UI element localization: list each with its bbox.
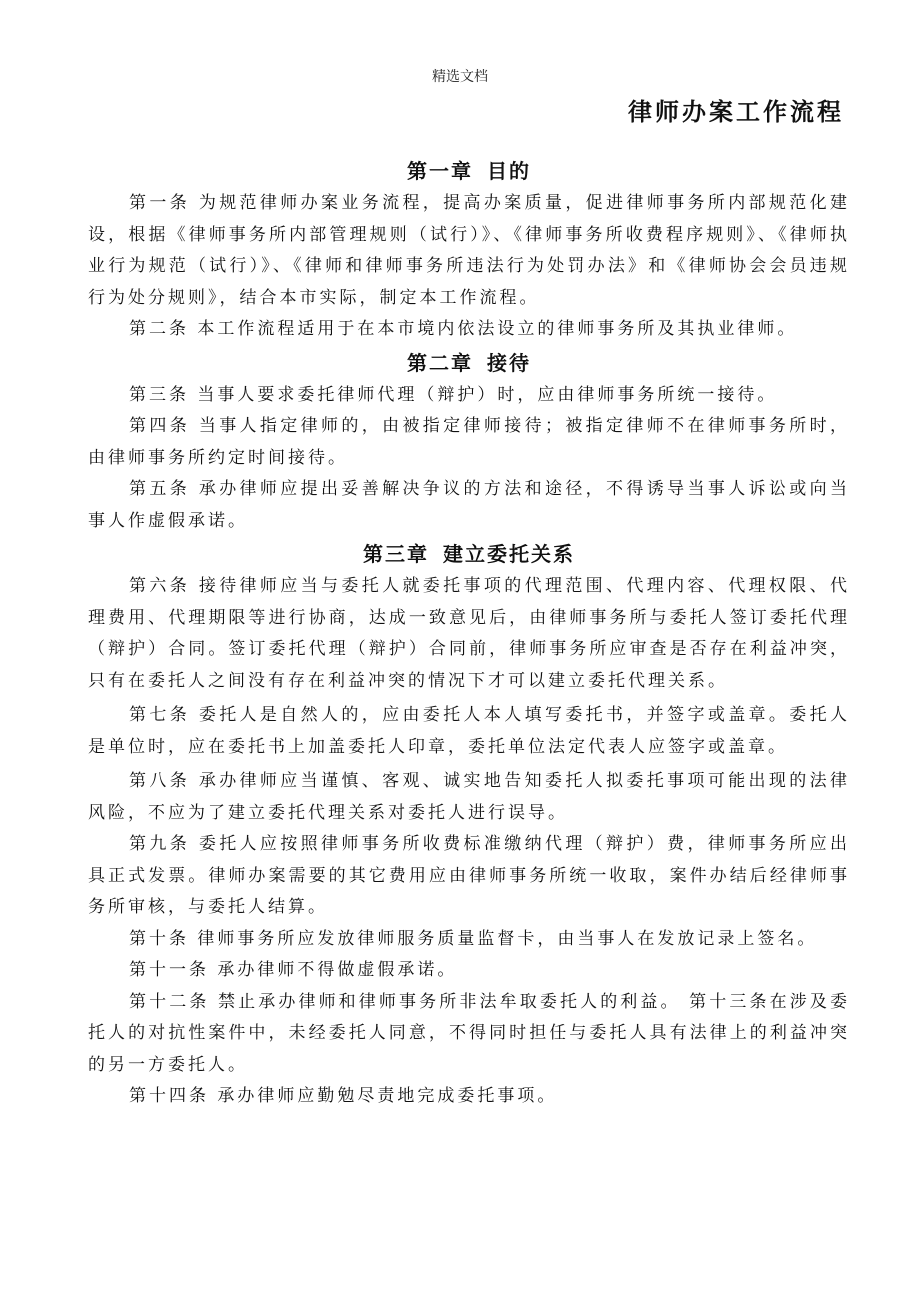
article-2: 第二条 本工作流程适用于在本市境内依法设立的律师事务所及其执业律师。 [129,319,798,339]
article-7: 第七条 委托人是自然人的，应由委托人本人填写委托书，并签字或盖章。委托人是单位时，应在委托书上加盖委托人印章，委托单位法定代表人应签字或盖章。 [88,705,850,757]
article-1: 第一条 为规范律师办案业务流程，提高办案质量，促进律师事务所内部规范化建设，根据《律师事务所内部管理规则（试行）》、《律师事务所收费程序规则》、《律师执业行为规范（试行）》、《律师和律师事务所违法行为处罚办法》和《律师协会会员违规行为处分规则》，结合本市实际，制定本工作流程。 [88,193,850,308]
chapter-heading-1 [88,154,850,188]
article-14: 第十四条 承办律师应勤勉尽责地完成委托事项。 [129,1086,558,1106]
chapter-heading-2 [88,346,850,380]
article-6: 第六条 接待律师应当与委托人就委托事项的代理范围、代理内容、代理权限、代理费用、代理期限等进行协商，达成一致意见后，由律师事务所与委托人签订委托代理（辩护）合同。签订委托代理（辩护）合同前，律师事务所应审查是否存在利益冲突，只有在委托人之间没有存在利益冲突的情况下才可以建立委托代理关系。 [88,576,850,691]
chapter-heading-3 [88,537,850,571]
article-12-13: 第十二条 禁止承办律师和律师事务所非法牟取委托人的利益。 第十三条在涉及委托人的对抗性案件中，未经委托人同意，不得同时担任与委托人具有法律上的利益冲突的另一方委托人。 [88,991,850,1075]
document-title: 律师办案工作流程 [628,98,844,126]
article-5: 第五条 承办律师应提出妥善解决争议的方法和途径，不得诱导当事人诉讼或向当事人作虚假承诺。 [88,479,850,531]
chapter-name: 接待 [487,350,531,375]
article-11: 第十一条 承办律师不得做虚假承诺。 [129,960,458,980]
chapter-name: 建立委托关系 [443,542,575,566]
article-3: 第三条 当事人要求委托律师代理（辩护）时，应由律师事务所统一接待。 [129,384,778,405]
header-note: 精选文档 [432,69,488,85]
chapter-number: 第三章 [363,542,429,566]
chapter-name: 目的 [487,159,531,183]
article-8: 第八条 承办律师应当谨慎、客观、诚实地告知委托人拟委托事项可能出现的法律风险，不应为了建立委托代理关系对委托人进行误导。 [88,771,850,823]
chapter-number: 第一章 [407,159,473,183]
document-body [88,154,850,1113]
article-9: 第九条 委托人应按照律师事务所收费标准缴纳代理（辩护）费，律师事务所应出具正式发票。律师办案需要的其它费用应由律师事务所统一收取，案件办结后经律师事务所审核，与委托人结算。 [88,834,850,917]
article-4: 第四条 当事人指定律师的，由被指定律师接待；被指定律师不在律师事务所时，由律师事务所约定时间接待。 [88,416,850,468]
chapter-number: 第二章 [407,350,473,375]
article-10: 第十条 律师事务所应发放律师服务质量监督卡，由当事人在发放记录上签名。 [129,928,818,949]
